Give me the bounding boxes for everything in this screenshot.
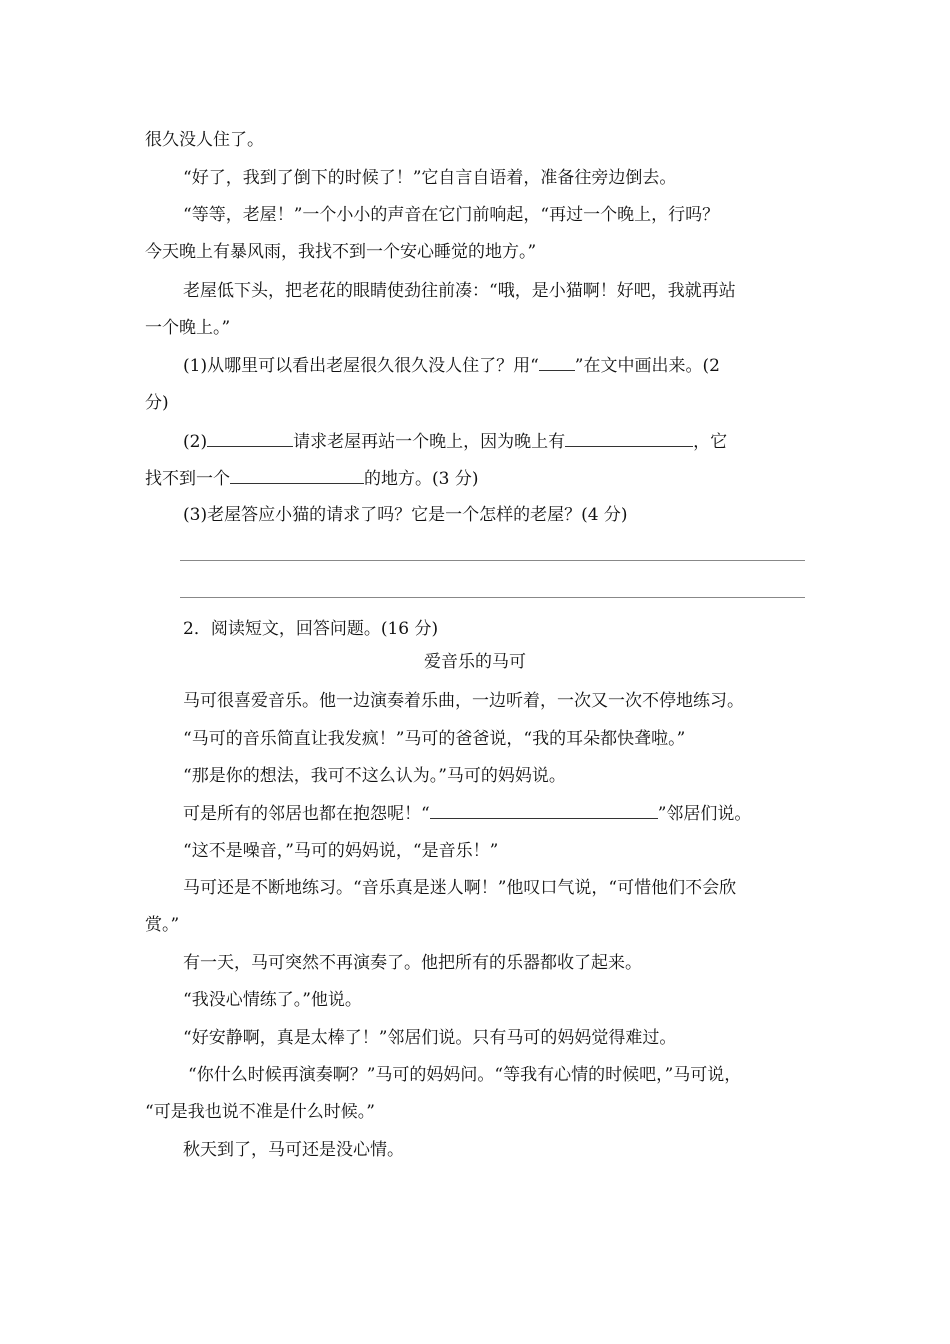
- question-1-text: (1)从哪里可以看出老屋很久很久没人住了？用“: [183, 356, 539, 376]
- answer-blank[interactable]: [207, 429, 293, 447]
- question-2-number: (2): [183, 432, 208, 452]
- passage2-line: 马可还是不断地练习。“音乐真是迷人啊！”他叹口气说，“可惜他们不会欣: [183, 878, 737, 898]
- question-3: (3)老屋答应小猫的请求了吗？它是一个怎样的老屋？(4 分): [183, 505, 628, 525]
- passage2-line: “这不是噪音，”马可的妈妈说，“是音乐！”: [183, 841, 499, 861]
- passage2-line: “那是你的想法，我可不这么认为。”马可的妈妈说。: [183, 766, 566, 786]
- passage2-line: 有一天，马可突然不再演奏了。他把所有的乐器都收了起来。: [183, 953, 642, 973]
- answer-line[interactable]: [180, 597, 805, 598]
- passage1-line: 一个晚上。”: [145, 318, 231, 338]
- story-title: 爱音乐的马可: [424, 652, 526, 672]
- passage1-line: 今天晚上有暴风雨，我找不到一个安心睡觉的地方。”: [145, 242, 537, 262]
- answer-blank[interactable]: [230, 466, 364, 484]
- passage1-line: “好了，我到了倒下的时候了！”它自言自语着，准备往旁边倒去。: [183, 168, 677, 188]
- passage2-text: ”邻居们说。: [657, 804, 752, 824]
- question-2-text: 请求老屋再站一个晚上，因为晚上有: [293, 432, 566, 452]
- answer-blank[interactable]: [565, 429, 693, 447]
- answer-line[interactable]: [180, 560, 805, 561]
- passage2-line: 赏。”: [145, 915, 180, 935]
- question-1: [183, 353, 720, 378]
- question-2: [183, 429, 727, 454]
- passage2-line: 马可很喜爱音乐。他一边演奏着乐曲，一边听着，一次又一次不停地练习。: [183, 691, 744, 711]
- passage1-line: 老屋低下头，把老花的眼睛使劲往前凑：“哦，是小猫啊！好吧，我就再站: [183, 281, 736, 301]
- section-2-heading: 2．阅读短文，回答问题。(16 分): [183, 619, 439, 639]
- passage2-line: “好安静啊，真是太棒了！”邻居们说。只有马可的妈妈觉得难过。: [183, 1028, 677, 1048]
- passage2-text: 可是所有的邻居也都在抱怨呢！“: [183, 804, 430, 824]
- passage2-line: 秋天到了，马可还是没心情。: [183, 1140, 404, 1160]
- passage1-line: 很久没人住了。: [145, 130, 264, 150]
- passage2-line: “我没心情练了。”他说。: [183, 990, 362, 1010]
- question-2-continued: [145, 466, 478, 491]
- passage2-line: “你什么时候再演奏啊？”马可的妈妈问。“等我有心情的时候吧，”马可说，: [188, 1065, 742, 1085]
- question-1-points: ”在文中画出来。(2: [574, 356, 720, 376]
- passage2-line: [183, 801, 751, 826]
- marking-symbol-blank: [539, 353, 575, 371]
- question-2-text: 找不到一个: [145, 469, 230, 489]
- question-1-continued: 分): [145, 393, 169, 413]
- passage1-line: “等等，老屋！”一个小小的声音在它门前响起，“再过一个晚上，行吗？: [183, 205, 720, 225]
- question-2-text: ，它: [693, 432, 728, 452]
- answer-blank[interactable]: [430, 801, 658, 819]
- passage2-line: “马可的音乐简直让我发疯！”马可的爸爸说，“我的耳朵都快聋啦。”: [183, 729, 686, 749]
- passage2-line: “可是我也说不准是什么时候。”: [145, 1102, 375, 1122]
- question-2-points: 的地方。(3 分): [364, 469, 479, 489]
